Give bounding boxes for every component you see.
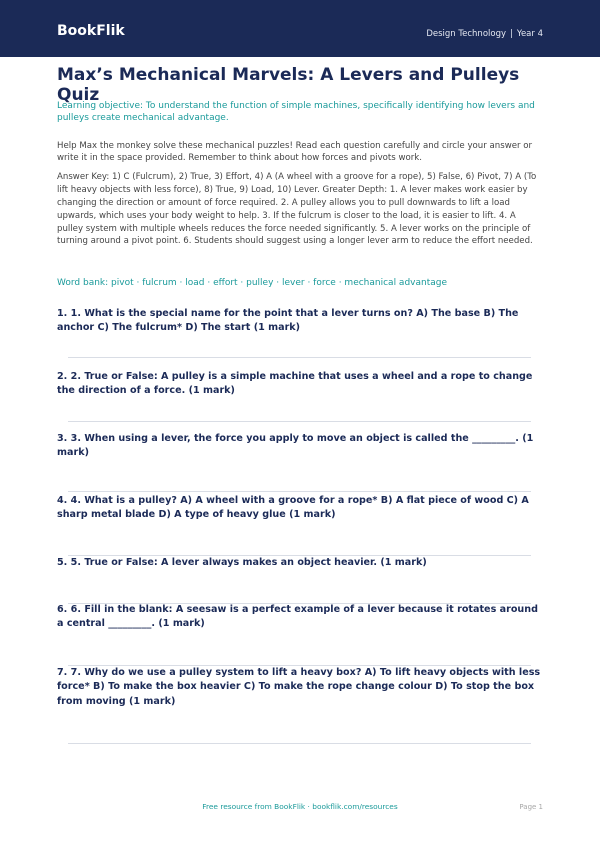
question-6: 6. 6. Fill in the blank: A seesaw is a perfect example of a lever because it rotates around a central _________. (1 mark)	[57, 604, 538, 630]
year-label: Year 4	[516, 29, 543, 39]
subject-label: Design Technology	[426, 29, 507, 39]
header-bar	[0, 0, 600, 57]
intro-text: Help Max the monkey solve these mechanical puzzles! Read each question carefully and circle your answer or write it in the space provided. Remember to think about how forces and pivots work.	[57, 141, 533, 164]
question-4: 4. 4. What is a pulley? A) A wheel with a groove for a rope* B) A flat piece of wood C) A sharp metal blade D) A type of heavy glue (1 mark)	[57, 495, 529, 521]
word-bank: Word bank: pivot · fulcrum · load · effort · pulley · lever · force · mechanical advantage	[57, 278, 447, 288]
brand-logo[interactable]: BookFlik	[57, 23, 125, 39]
question-5: 5. 5. True or False: A lever always makes an object heavier. (1 mark)	[57, 557, 427, 568]
answer-line-7[interactable]	[68, 743, 531, 744]
question-7: 7. 7. Why do we use a pulley system to lift a heavy box? A) To lift heavy objects with less force* B) To make the box heavier C) To make the rope change colour D) To stop the box from moving (1 mark)	[57, 667, 541, 707]
answer-line-3[interactable]	[68, 491, 531, 492]
page-title: Max’s Mechanical Marvels: A Levers and Pulleys Quiz	[57, 65, 520, 105]
question-2: 2. 2. True or False: A pulley is a simple machine that uses a wheel and a rope to change the direction of a force. (1 mark)	[57, 371, 533, 397]
answer-line-1[interactable]	[68, 357, 531, 358]
footer-credit[interactable]: Free resource from BookFlik · bookflik.com/resources	[202, 802, 398, 811]
learning-objective: Learning objective: To understand the function of simple machines, specifically identifying how levers and pulleys create mechanical advantage.	[57, 101, 535, 124]
question-3: 3. 3. When using a lever, the force you apply to move an object is called the _________. (1 mark)	[57, 433, 534, 459]
subject-separator: |	[510, 29, 513, 39]
answer-key: Answer Key: 1) C (Fulcrum), 2) True, 3) Effort, 4) A (A wheel with a groove for a rope), 5) False, 6) Pivot, 7) A (To lift heavy objects with less force), 8) True, 9) Load, 10) Lever. Greater Depth: 1. A lever makes work easier by changing the direction or amount of force required. 2. A pulley allows you to pull downwards to lift a load upwards, which uses your body weight to help. 3. If the fulcrum is closer to the load, it is easier to lift. 4. A pulley system with multiple wheels reduces the force needed significantly. 5. A lever works on the principle of turning around a pivot point. 6. Students should suggest using a longer lever arm to reduce the effort needed.	[57, 172, 537, 247]
subject-info	[426, 29, 543, 39]
question-1: 1. 1. What is the special name for the point that a lever turns on? A) The base B) The anchor C) The fulcrum* D) The start (1 mark)	[57, 308, 519, 334]
page-number: Page 1	[519, 803, 543, 811]
answer-line-2[interactable]	[68, 421, 531, 422]
